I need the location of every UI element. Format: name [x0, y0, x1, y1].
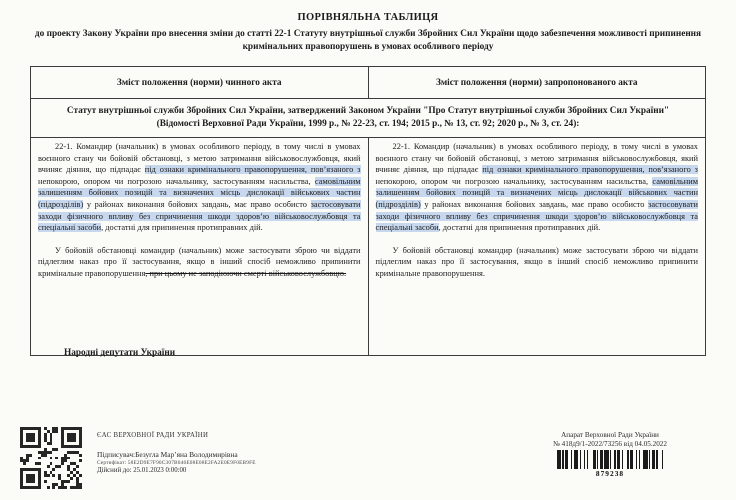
- table-header-row: [31, 67, 706, 99]
- registration-block: [512, 431, 708, 478]
- current-act-paragraph-1: 22-1. Командир (начальник) в умовах особливого періоду, в тому числі в умовах воєнного стану чи бойовій обстановці, з метою затримання військовослужбовця, який вчиняє діяння, що підпадає під ознаки кримінального правопорушення, пов’язаного з непокорою, опором чи погрозою начальнику, застосуванням насильства, самовільним залишенням бойових позицій та визначених місць дислокації військових частин (підрозділів) у районах виконання бойових завдань, має право особисто застосовувати заходи фізичного впливу без спричинення шкоди здоров’ю військовослужбовця та спеціальні засоби, достатні для припинення протиправних дій.: [38, 142, 361, 233]
- apparatus-org-line: Апарат Верховної Ради України: [561, 431, 659, 439]
- proposed-act-cell: [368, 138, 706, 356]
- barcode-number: 879238: [595, 469, 625, 478]
- registration-number-line: № 418д9/1-2022/73256 від 04.05.2022: [553, 440, 667, 448]
- barcode-icon: [512, 450, 708, 469]
- current-act-cell: [31, 138, 369, 356]
- page-subtitle: до проекту Закону України про внесення зміни до статті 22-1 Статуту внутрішньої служби Збройних Сил України щодо забезпечення можливості припинення кримінальних правопорушень в умовах особливого періоду: [34, 29, 702, 52]
- table-body-row: [31, 138, 706, 356]
- certificate-line: Сертифікат: 58E2D9E7F90C307B046E08E08E2FA2E0E9F0EB9FE: [97, 460, 256, 466]
- comparison-table: [30, 66, 706, 356]
- column-header-current-act: Зміст положення (норми) чинного акта: [31, 67, 369, 99]
- validity-line: Дійсний до: 25.01.2023 0:00:00: [97, 467, 187, 474]
- signer-line: Підписувач:Безугла Мар’яна Володимирівна: [97, 450, 238, 459]
- page-title: ПОРІВНЯЛЬНА ТАБЛИЦЯ: [297, 12, 439, 23]
- signatories-line: Народні депутати України: [64, 348, 176, 358]
- current-act-paragraph-2: У бойовій обстановці командир (начальник) може застосувати зброю чи віддати підлеглим наказ про її застосування, якщо в інший спосіб неможливо припинити кримінальне правопорушення, при цьому не заподіюючи смерті військовослужбовцю.: [38, 245, 361, 278]
- qr-code-icon: [20, 427, 82, 489]
- eas-system-label: ЄАС ВЕРХОВНОЇ РАДИ УКРАЇНИ: [97, 432, 209, 439]
- statute-reference-text: Статут внутрішньої служби Збройних Сил України, затверджений Законом України "Про Статут внутрішньої служби Збройних Сил України" (Відомості Верховної Ради України, 1999 р., № 22-23, ст. 194; 2015 р., № 13, ст. 92; 2020 р., № 3, ст. 24):: [31, 99, 706, 138]
- proposed-act-paragraph-1: 22-1. Командир (начальник) в умовах особливого періоду, в тому числі в умовах воєнного стану чи бойовій обстановці, з метою затримання військовослужбовця, який вчиняє діяння, що підпадає під ознаки кримінального правопорушення, пов’язаного з непокорою, опором чи погрозою начальнику, застосуванням насильства, самовільним залишенням бойових позицій та визначених місць дислокації військових частин (підрозділів) у районах виконання бойових завдань, має право особисто застосовувати заходи фізичного впливу без спричинення шкоди здоров’ю військовослужбовця та спеціальні засоби, достатні для припинення протиправних дій.: [375, 142, 698, 233]
- statute-reference-row: [31, 99, 706, 138]
- proposed-act-paragraph-2: У бойовій обстановці командир (начальник) може застосувати зброю чи віддати підлеглим наказ про її застосування, якщо в інший спосіб неможливо припинити кримінальне правопорушення.: [375, 245, 698, 278]
- column-header-proposed-act: Зміст положення (норми) запропонованого акта: [368, 67, 706, 99]
